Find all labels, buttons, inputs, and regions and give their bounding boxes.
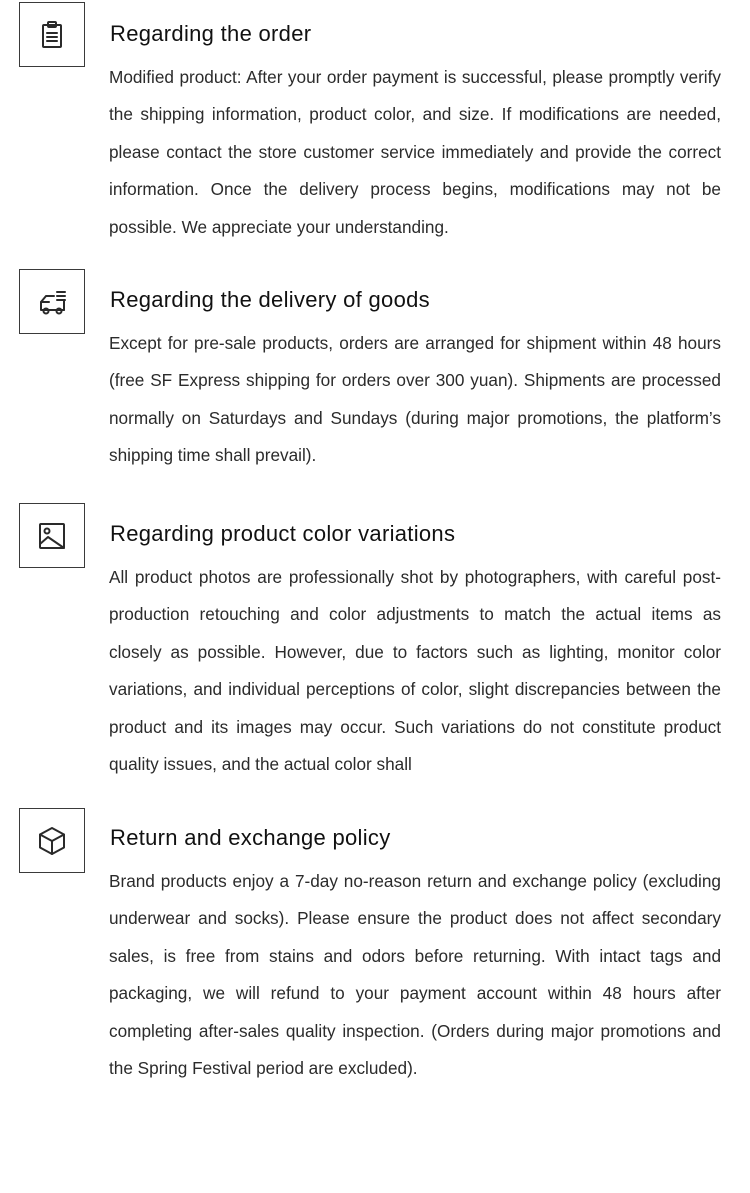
package-box-icon — [19, 808, 85, 873]
section-text: Modified product: After your order payment is successful, please promptly verify the shipping information, product color, and size. If modifications are needed, please contact the store customer service immediately and provide the correct information. Once the delivery process begins, modifications may not be possible. We appreciate your understanding. — [109, 67, 721, 237]
section-title: Regarding the delivery of goods — [110, 287, 430, 312]
section-text: Except for pre-sale products, orders are arranged for shipment within 48 hours (free SF Express shipping for orders over 300 yuan). Shipments are processed normally on Saturdays and Sundays (during major promotions, the platform’s shipping time shall prevail). — [109, 333, 721, 466]
delivery-truck-icon — [19, 269, 85, 334]
clipboard-icon — [19, 2, 85, 67]
section-text: All product photos are professionally shot by photographers, with careful post-production retouching and color adjustments to match the actual items as closely as possible. However, due to factors such as lighting, monitor color variations, and individual perceptions of color, slight discrepancies between the product and its images may occur. Such variations do not constitute product quality issues, and the actual color shall — [109, 567, 721, 775]
image-icon — [19, 503, 85, 568]
section-title: Regarding product color variations — [110, 521, 456, 546]
section-title: Regarding the order — [110, 21, 312, 46]
section-text: Brand products enjoy a 7-day no-reason return and exchange policy (excluding underwear and socks). Please ensure the product does not affect secondary sales, is free from stains and odors before returning. With intact tags and packaging, we will refund to your payment account within 48 hours after completing after-sales quality inspection. (Orders during major promotions and the Spring Festival period are excluded). — [109, 871, 721, 1079]
section-title: Return and exchange policy — [110, 825, 391, 850]
